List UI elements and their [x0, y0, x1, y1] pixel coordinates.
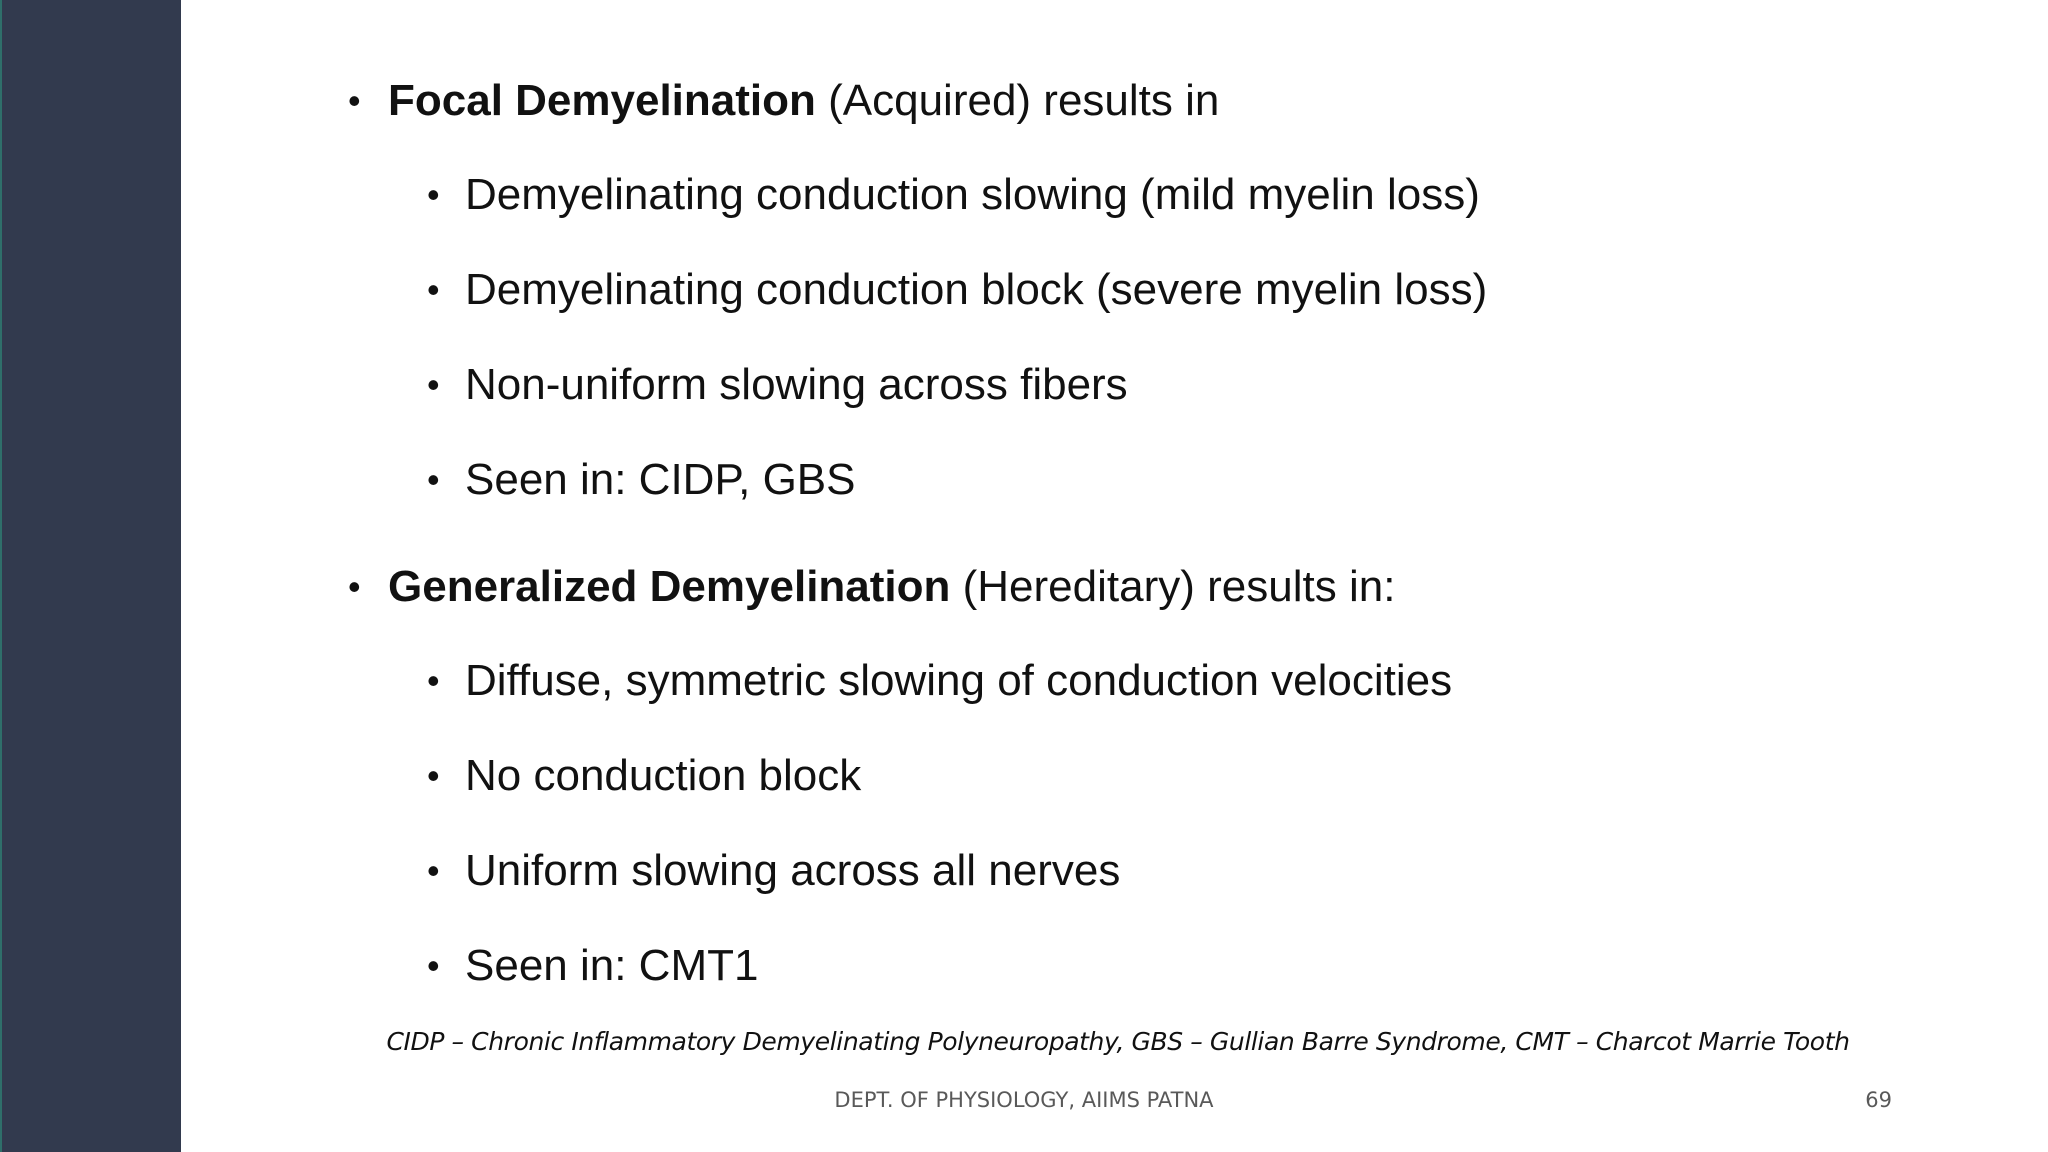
list-item [427, 938, 759, 994]
sidebar-accent-bar [0, 0, 181, 1152]
bullet-icon: • [427, 269, 440, 310]
list-item [427, 653, 1453, 709]
list-item-text: Diffuse, symmetric slowing of conduction velocities [465, 656, 1453, 705]
list-item [427, 357, 1128, 413]
bullet-icon: • [427, 459, 440, 500]
list-item [427, 843, 1121, 899]
bullet-icon: • [427, 755, 440, 796]
footer-text: DEPT. OF PHYSIOLOGY, AIIMS PATNA [834, 1088, 1214, 1112]
list-item-text: Non-uniform slowing across fibers [465, 360, 1128, 409]
abbreviation-footnote: CIDP – Chronic Inflammatory Demyelinating Polyneuropathy, GBS – Gullian Barre Syndrome, CMT – Charcot Marrie Tooth [386, 1027, 1850, 1056]
bullet-icon: • [427, 364, 440, 405]
bullet-icon: • [348, 566, 361, 607]
list-item [427, 452, 856, 508]
list-item [427, 167, 1480, 223]
list-item-text: Seen in: CMT1 [465, 941, 759, 990]
list-item-text: No conduction block [465, 751, 862, 800]
list-item [427, 748, 862, 804]
bullet-icon: • [427, 945, 440, 986]
bullet-icon: • [348, 80, 361, 121]
list-item-text: Uniform slowing across all nerves [465, 846, 1121, 895]
list-item [427, 262, 1488, 318]
heading-bold-text: Focal Demyelination [388, 76, 816, 125]
heading-bold-text: Generalized Demyelination [388, 562, 951, 611]
section-heading-focal [348, 73, 1220, 129]
bullet-icon: • [427, 850, 440, 891]
bullet-icon: • [427, 660, 440, 701]
heading-rest-text: (Acquired) results in [815, 76, 1220, 125]
heading-rest-text: (Hereditary) results in: [950, 562, 1396, 611]
bullet-icon: • [427, 174, 440, 215]
list-item-text: Demyelinating conduction block (severe myelin loss) [465, 265, 1488, 314]
page-number: 69 [1865, 1088, 1892, 1112]
list-item-text: Seen in: CIDP, GBS [465, 455, 856, 504]
list-item-text: Demyelinating conduction slowing (mild myelin loss) [465, 170, 1480, 219]
section-heading-generalized [348, 559, 1396, 615]
